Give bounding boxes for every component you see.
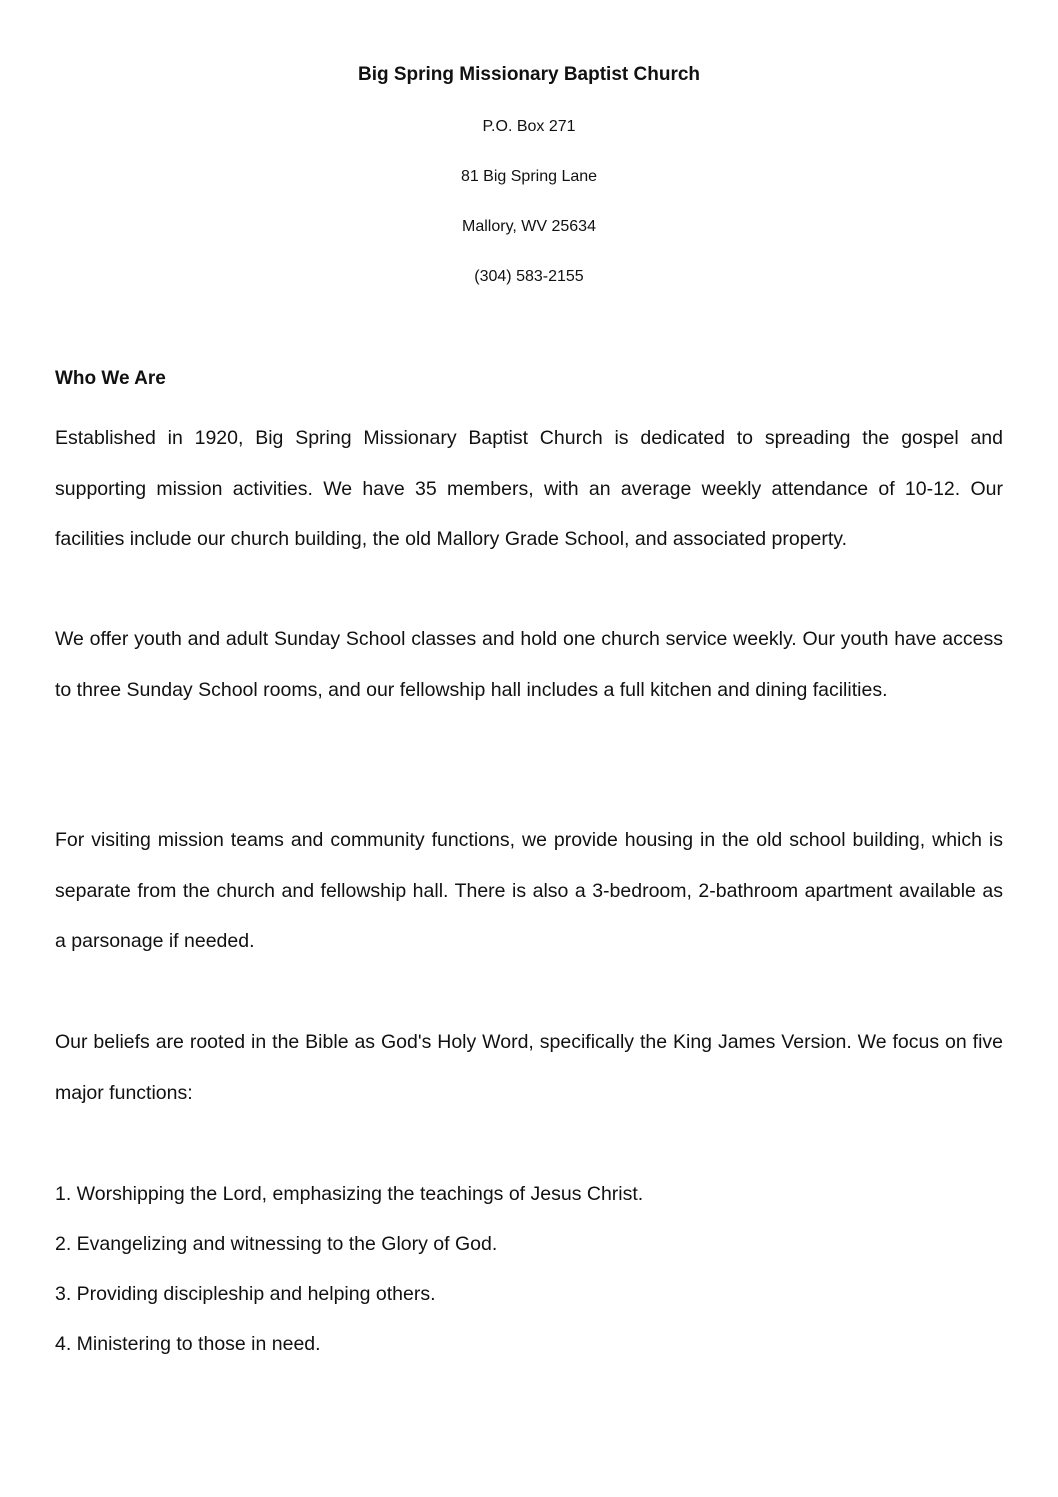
function-list-item: 1. Worshipping the Lord, emphasizing the teachings of Jesus Christ. — [55, 1183, 644, 1205]
paragraph-4-block — [55, 1017, 1003, 1118]
po-box: P.O. Box 271 — [482, 118, 576, 135]
paragraph-1-block — [55, 413, 1003, 565]
paragraph: We offer youth and adult Sunday School classes and hold one church service weekly. Our youth have access to three Sunday School rooms, and our fellowship hall includes a full kitchen and dining facilities. — [55, 628, 1003, 701]
paragraph-2-block — [55, 614, 1003, 715]
function-list-item: 2. Evangelizing and witnessing to the Glory of God. — [55, 1233, 498, 1255]
function-list-item: 3. Providing discipleship and helping others. — [55, 1283, 436, 1305]
city-state-zip: Mallory, WV 25634 — [462, 218, 596, 235]
phone-number: (304) 583-2155 — [474, 268, 584, 285]
paragraph: Established in 1920, Big Spring Missionary Baptist Church is dedicated to spreading the gospel and supporting mission activities. We have 35 members, with an average weekly attendance of 10-12. Our facilities include our church building, the old Mallory Grade School, and associated property. — [55, 427, 1003, 550]
section-heading: Who We Are — [55, 368, 166, 389]
paragraph: Our beliefs are rooted in the Bible as God's Holy Word, specifically the King James Version. We focus on five major functions: — [55, 1031, 1003, 1104]
paragraph: For visiting mission teams and community functions, we provide housing in the old school building, which is separate from the church and fellowship hall. There is also a 3-bedroom, 2-bathroom apartment available as a parsonage if needed. — [55, 829, 1003, 952]
street-address: 81 Big Spring Lane — [460, 168, 598, 185]
letterhead — [0, 60, 1058, 90]
paragraph-3-block — [55, 815, 1003, 967]
church-name: Big Spring Missionary Baptist Church — [357, 64, 701, 85]
function-list-item: 4. Ministering to those in need. — [55, 1333, 321, 1355]
